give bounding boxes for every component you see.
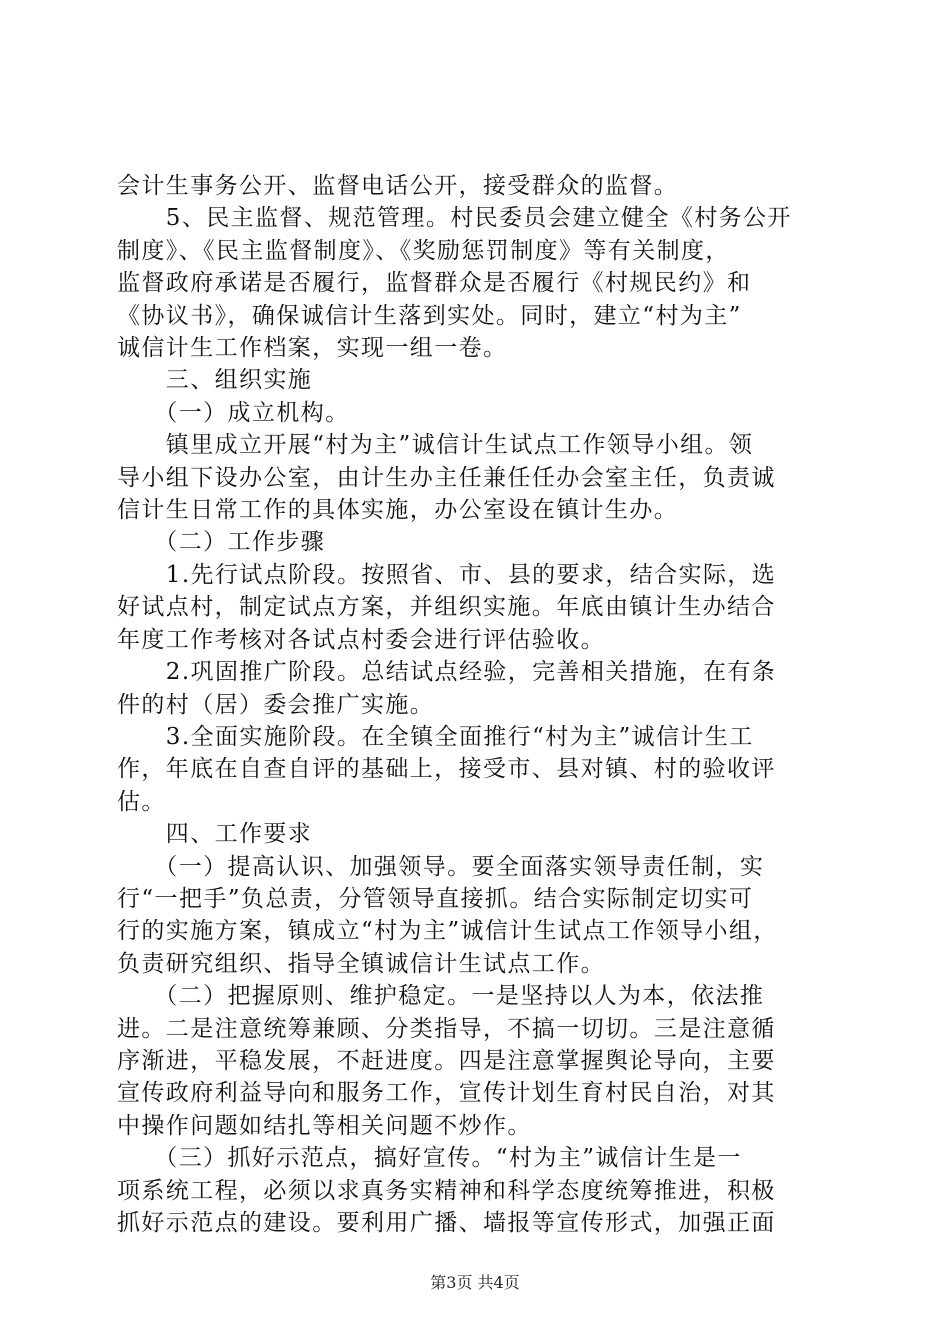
text-line: 行的实施方案，镇成立“村为主”诚信计生试点工作领导小组， (117, 918, 778, 945)
text-line: 制度》、《民主监督制度》、《奖励惩罚制度》等有关制度， (117, 237, 730, 264)
text-line: （三）抓好示范点，搞好宣传。“村为主”诚信计生是一 (117, 1145, 742, 1172)
document-body (117, 170, 837, 1239)
text-line: 1.先行试点阶段。按照省、市、县的要求，结合实际，选 (117, 561, 777, 588)
text-line: （二）工作步骤 (117, 529, 326, 556)
page-footer: 第3页 共4页 (430, 1273, 520, 1292)
text-line: 三、组织实施 (117, 367, 313, 394)
text-line: 年度工作考核对各试点村委会进行评估验收。 (117, 626, 605, 653)
text-line: 诚信计生工作档案，实现一组一卷。 (117, 335, 508, 362)
text-line: 项系统工程，必须以求真务实精神和科学态度统筹推进，积极 (117, 1177, 776, 1204)
text-line: 会计生事务公开、监督电话公开，接受群众的监督。 (117, 173, 679, 199)
text-line: 件的村（居）委会推广实施。 (117, 691, 435, 718)
text-line: 3.全面实施阶段。在全镇全面推行“村为主”诚信计生工 (117, 723, 754, 750)
text-line: （一）提高认识、加强领导。要全面落实领导责任制，实 (117, 853, 765, 880)
text-line: 镇里成立开展“村为主”诚信计生试点工作领导小组。领 (117, 432, 754, 459)
text-line: 作，年底在自查自评的基础上，接受市、县对镇、村的验收评 (117, 756, 776, 783)
text-line: （一）成立机构。 (117, 399, 350, 426)
text-line: 好试点村，制定试点方案，并组织实施。年底由镇计生办结合 (117, 594, 776, 621)
text-line: 信计生日常工作的具体实施，办公室设在镇计生办。 (117, 497, 679, 524)
text-line: （二）把握原则、维护稳定。一是坚持以人为本，依法推 (117, 983, 765, 1010)
text-line: 2.巩固推广阶段。总结试点经验，完善相关措施，在有条 (117, 659, 777, 686)
text-line: 宣传政府利益导向和服务工作，宣传计划生育村民自治，对其 (117, 1080, 776, 1107)
text-line: 四、工作要求 (117, 821, 313, 848)
text-line: 进。二是注意统筹兼顾、分类指导，不搞一切切。三是注意循 (117, 1015, 776, 1042)
text-line: 抓好示范点的建设。要利用广播、墙报等宣传形式，加强正面 (117, 1210, 776, 1236)
text-line: 中操作问题如结扎等相关问题不炒作。 (117, 1112, 532, 1139)
text-line: 《协议书》，确保诚信计生落到实处。同时，建立“村为主” (117, 302, 742, 329)
text-line: 5、民主监督、规范管理。村民委员会建立健全《村务公开 (117, 205, 792, 232)
text-line: 监督政府承诺是否履行，监督群众是否履行《村规民约》和 (117, 270, 752, 297)
text-line: 序渐进，平稳发展，不赶进度。四是注意掌握舆论导向，主要 (117, 1047, 776, 1074)
text-line: 行“一把手”负总责，分管领导直接抓。结合实际制定切实可 (117, 885, 754, 912)
text-line: 导小组下设办公室，由计生办主任兼任任办会室主任，负责诚 (117, 464, 776, 491)
text-line: 负责研究组织、指导全镇诚信计生试点工作。 (117, 950, 605, 977)
text-line: 估。 (117, 788, 166, 815)
